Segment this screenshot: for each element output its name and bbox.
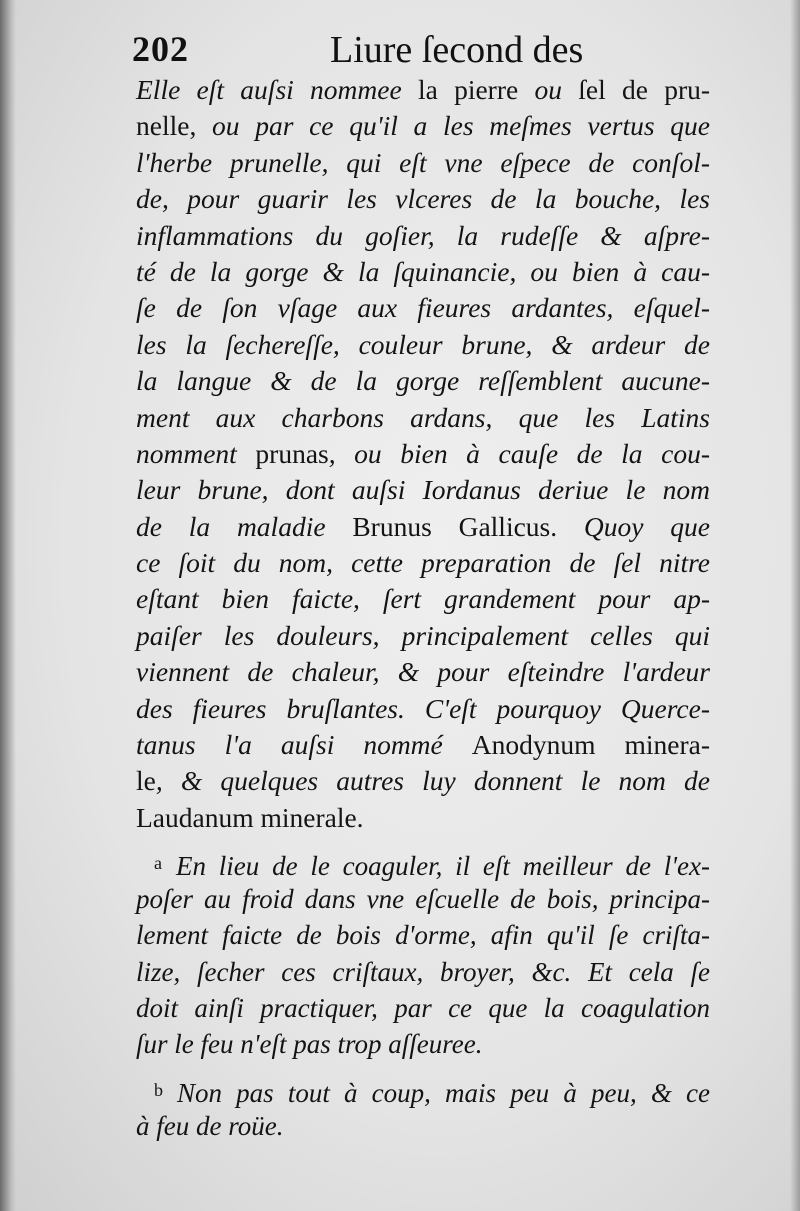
note-line (136, 954, 710, 990)
text-line (136, 181, 710, 217)
italic-segment: de, pour guarir les vlceres de la bouche, les (136, 183, 710, 215)
main-paragraph (136, 72, 710, 836)
page-gutter-shadow (0, 0, 16, 1211)
roman-segment: ſel de pru- (578, 74, 711, 105)
italic-segment: ce ſoit du nom, cette preparation de ſel nitre (136, 547, 710, 579)
roman-segment: nelle, (136, 110, 213, 142)
text-line (136, 691, 710, 727)
text-line (136, 509, 710, 545)
text-line (136, 545, 710, 581)
note-text: doit ainſi practiquer, par ce que la coagulation (136, 992, 710, 1023)
note-text: ſur le feu n'eſt pas trop aſſeuree. (136, 1028, 483, 1059)
italic-segment: les la ſechereſſe, couleur brune, & ardeur de (136, 328, 710, 360)
italic-segment: ment aux charbons ardans, que les Latins (136, 401, 710, 433)
italic-segment: , & quelques autres luy donnent le nom de (155, 765, 710, 797)
italic-segment: , ou bien à cauſe de la cou- (328, 437, 711, 469)
text-line (136, 72, 710, 108)
italic-segment: paiſer les douleurs, principalement celles qui (136, 619, 710, 651)
italic-segment: leur brune, dont auſsi Iordanus deriue le nom (136, 474, 710, 506)
note-text: lize, ſecher ces criſtaux, broyer, &c. Et cela ſe (136, 956, 710, 987)
italic-segment: viennent de chaleur, & pour eſteindre l'ardeur (136, 656, 710, 688)
text-line (136, 108, 710, 144)
roman-segment: Laudanum minerale. (136, 801, 364, 833)
roman-segment: la pierre (417, 74, 535, 105)
running-title: Liure ſecond des (330, 29, 584, 71)
note-line (136, 1108, 710, 1144)
note-marker: b (154, 1080, 163, 1101)
italic-segment: té de la gorge & la ſquinancie, ou bien à cau- (136, 255, 710, 287)
roman-segment: Anodynum minera- (471, 729, 710, 761)
text-line (136, 800, 710, 836)
note-text: lement faicte de bois d'orme, afin qu'il ſe criſta- (136, 920, 710, 951)
italic-segment: ou (534, 74, 579, 105)
italic-segment: inflammations du goſier, la rudeſſe & aſpre- (136, 219, 710, 251)
text-line (136, 581, 710, 617)
text-line (136, 363, 710, 399)
note-line (136, 990, 710, 1026)
note-line (136, 1026, 710, 1062)
roman-segment: prunas (255, 437, 329, 469)
text-line (136, 218, 710, 254)
italic-segment: tanus l'a auſsi nommé (136, 729, 472, 761)
page-edge-shadow (790, 0, 800, 1211)
text-line (136, 327, 710, 363)
italic-segment: l'herbe prunelle, qui eſt vne eſpece de conſol- (136, 146, 710, 178)
roman-segment: le (136, 765, 156, 797)
text-line (136, 145, 710, 181)
note-line (136, 845, 710, 881)
italic-segment: ſe de ſon vſage aux fieures ardantes, eſquel- (136, 292, 710, 324)
text-line (136, 290, 710, 326)
page-header (132, 22, 732, 72)
italic-segment: eſtant bien faicte, ſert grandement pour ap- (136, 583, 710, 615)
text-line (136, 654, 710, 690)
note-text: Non pas tout à coup, mais peu à peu, & ce (177, 1078, 710, 1109)
page-number: 202 (132, 29, 189, 69)
text-line (136, 763, 710, 799)
text-line (136, 254, 710, 290)
text-line (136, 400, 710, 436)
note-line (136, 917, 710, 953)
note-marker: a (154, 853, 162, 873)
note-line (136, 1072, 710, 1108)
note-line (136, 881, 710, 917)
text-line (136, 727, 710, 763)
italic-segment: la langue & de la gorge reſſemblent aucune- (136, 365, 710, 397)
text-line (136, 436, 710, 472)
italic-segment: ou par ce qu'il a les meſmes vertus que (212, 110, 710, 142)
roman-segment: Brunus Gallicus. (352, 510, 558, 542)
italic-segment: des fieures bruſlantes. C'eſt pourquoy Querce- (136, 692, 710, 724)
note-text: poſer au froid dans vne eſcuelle de bois, principa- (136, 884, 710, 915)
italic-segment: de la maladie (136, 510, 353, 542)
text-line (136, 472, 710, 508)
italic-segment: Quoy que (557, 510, 710, 542)
italic-segment: Elle eſt auſsi nommee (136, 74, 418, 105)
text-line (136, 618, 710, 654)
note-text: En lieu de le coaguler, il eſt meilleur de l'ex- (176, 851, 710, 881)
italic-segment: nomment (136, 437, 256, 469)
marginal-notes (136, 845, 710, 1145)
note-text: à feu de roüe. (136, 1111, 284, 1142)
